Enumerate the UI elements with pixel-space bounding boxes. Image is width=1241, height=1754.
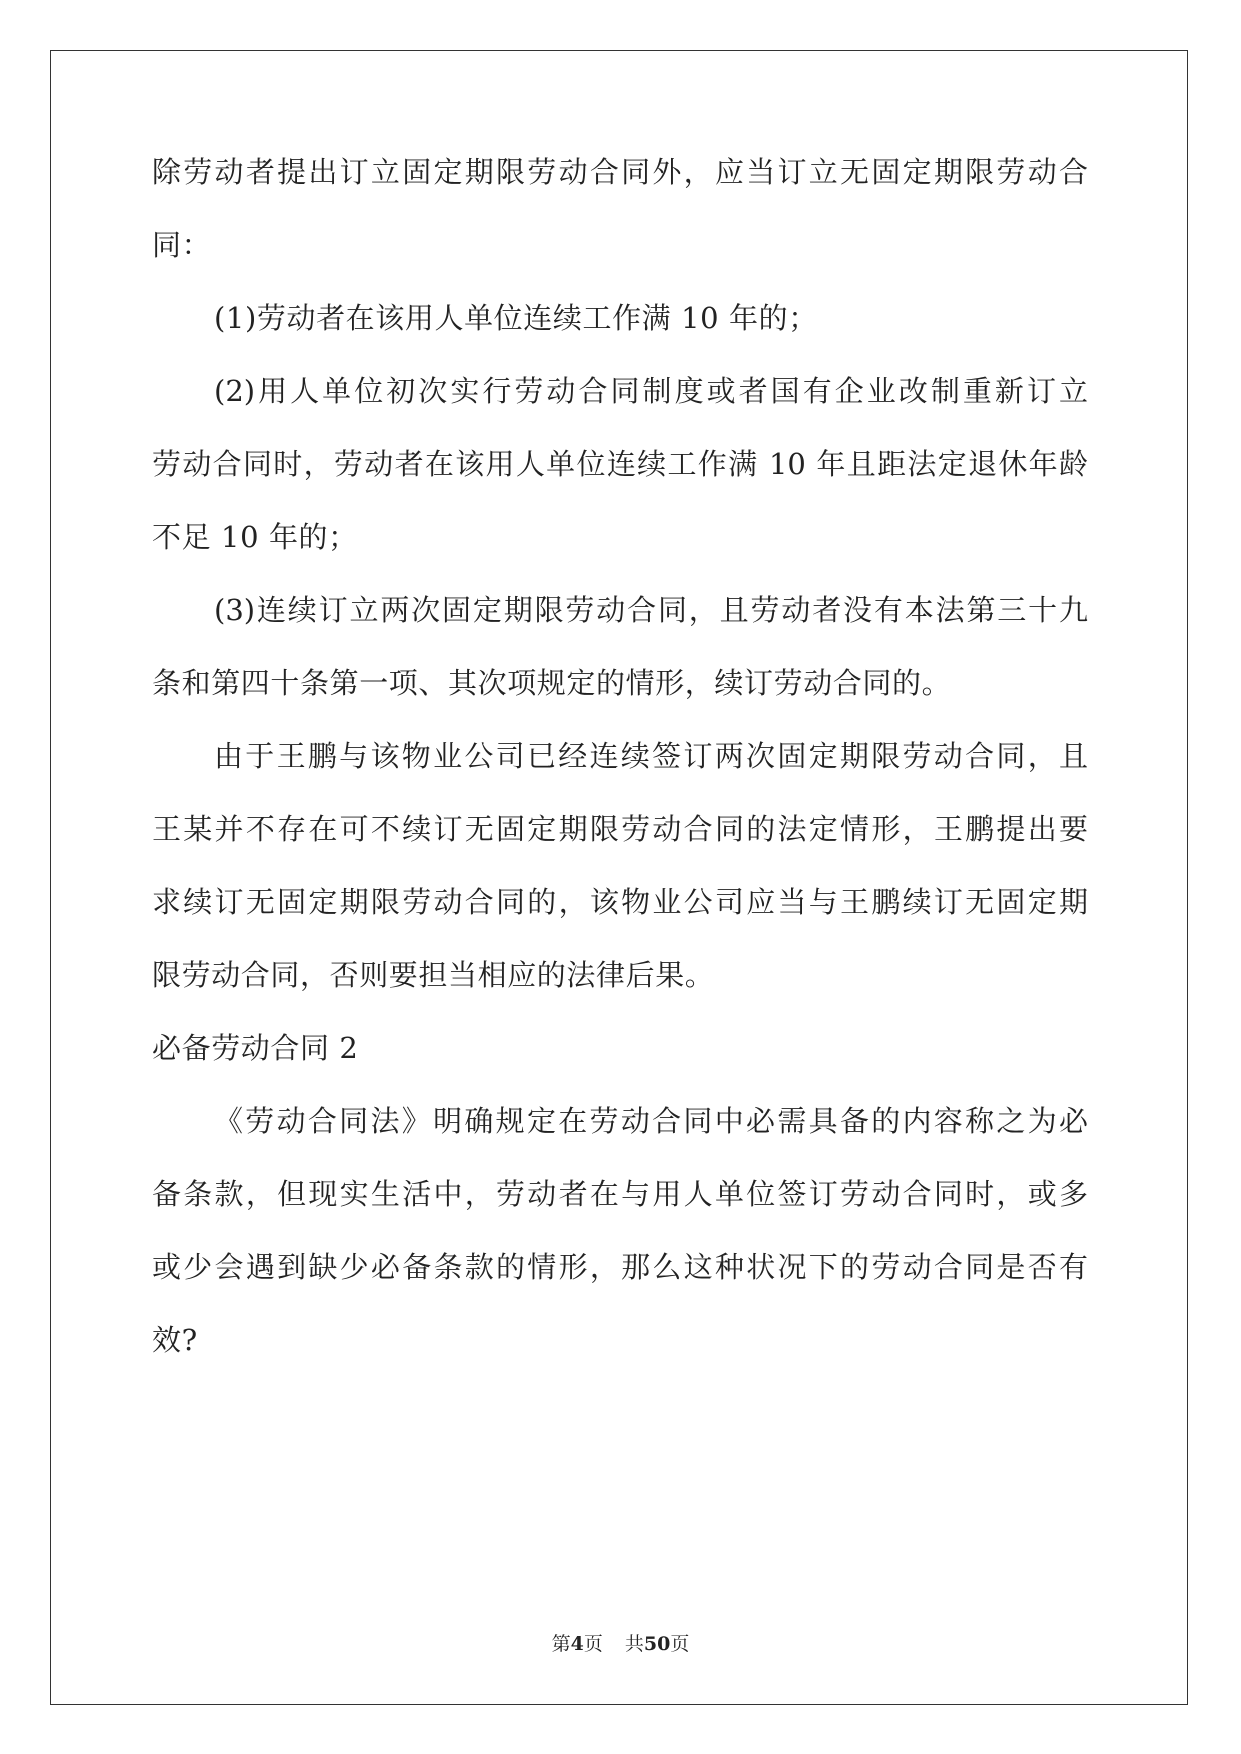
- list-item-2-line-2: 劳动合同时，劳动者在该用人单位连续工作满 10 年且距法定退休年龄: [152, 447, 1088, 481]
- footer-total-prefix: 共: [624, 1633, 644, 1655]
- footer-page-number: 4: [570, 1633, 584, 1655]
- body-line-2: 同：: [152, 228, 212, 262]
- section-paragraph-line-1: 《劳动合同法》明确规定在劳动合同中必需具备的内容称之为必: [214, 1104, 1088, 1138]
- list-item-3-line-1: (3)连续订立两次固定期限劳动合同，且劳动者没有本法第三十九: [214, 593, 1088, 627]
- footer-page-prefix: 第: [551, 1633, 571, 1655]
- footer-total-suffix: 页: [670, 1633, 690, 1655]
- body-line-1: 除劳动者提出订立固定期限劳动合同外，应当订立无固定期限劳动合: [152, 155, 1088, 189]
- list-item-3-line-2: 条和第四十条第一项、其次项规定的情形，续订劳动合同的。: [152, 666, 952, 700]
- footer-total-pages: 50: [643, 1633, 671, 1655]
- section-paragraph-line-4: 效?: [152, 1323, 198, 1357]
- list-item-2-line-3: 不足 10 年的；: [152, 520, 358, 554]
- paragraph-line-1: 由于王鹏与该物业公司已经连续签订两次固定期限劳动合同，且: [214, 739, 1088, 773]
- section-paragraph-line-3: 或少会遇到缺少必备条款的情形，那么这种状况下的劳动合同是否有: [152, 1250, 1088, 1284]
- section-paragraph-line-2: 备条款，但现实生活中，劳动者在与用人单位签订劳动合同时，或多: [152, 1177, 1088, 1211]
- paragraph-line-4: 限劳动合同，否则要担当相应的法律后果。: [152, 958, 715, 992]
- footer-page-suffix: 页: [583, 1633, 603, 1655]
- paragraph-line-3: 求续订无固定期限劳动合同的，该物业公司应当与王鹏续订无固定期: [152, 885, 1088, 919]
- list-item-2-line-1: (2)用人单位初次实行劳动合同制度或者国有企业改制重新订立: [214, 374, 1088, 408]
- section-heading: 必备劳动合同 2: [152, 1031, 359, 1065]
- page-footer: [0, 1631, 1241, 1657]
- list-item-1: (1)劳动者在该用人单位连续工作满 10 年的；: [214, 301, 818, 335]
- paragraph-line-2: 王某并不存在可不续订无固定期限劳动合同的法定情形，王鹏提出要: [152, 812, 1088, 846]
